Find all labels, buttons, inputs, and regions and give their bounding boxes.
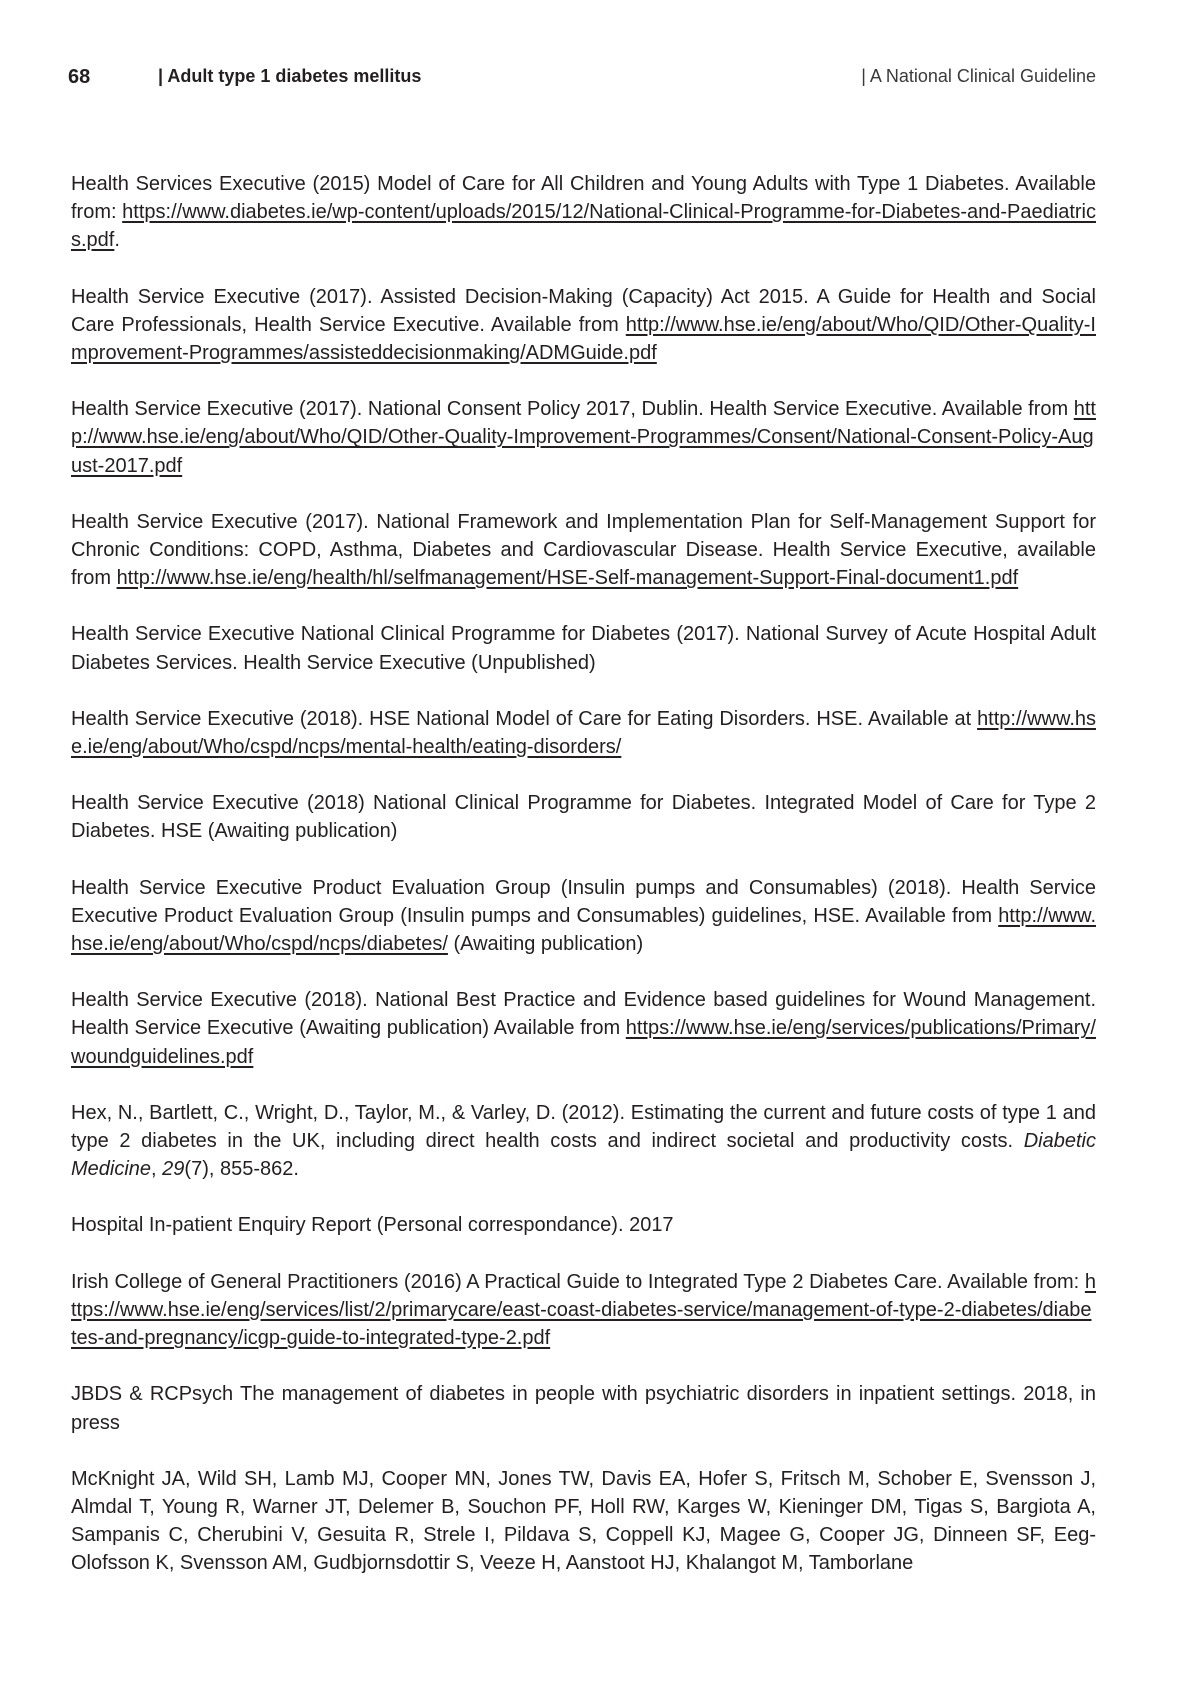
reference-entry: Health Services Executive (2015) Model of Care for All Children and Young Adults with Type 1 Diabetes. Available from: https://www.diabetes.ie/wp-content/uploads/2015/12/National-Clinical-Programme-for-Diabetes-and-Paediatrics.pdf. <box>71 173 1096 252</box>
journal-name: Diabetic Medicine <box>71 1130 1096 1181</box>
journal-volume: 29 <box>162 1158 185 1181</box>
reference-entry: Health Service Executive (2018) National Clinical Programme for Diabetes. Integrated Model of Care for Type 2 Diabetes. HSE (Awaiting publication) <box>71 792 1096 843</box>
reference-entry: McKnight JA, Wild SH, Lamb MJ, Cooper MN, Jones TW, Davis EA, Hofer S, Fritsch M, Schober E, Svensson J, Almdal T, Young R, Warner JT, Delemer B, Souchon PF, Holl RW, Karges W, Kieninger DM, Tigas S, Bargiota A, Sampanis C, Cherubini V, Gesuita R, Strele I, Pildava S, Coppell KJ, Magee G, Cooper JG, Dinneen SF, Eeg-Olofsson K, Svensson AM, Gudbjornsdottir S, Veeze H, Aanstoot HJ, Khalangot M, Tamborlane <box>71 1467 1096 1575</box>
reference-link[interactable]: http://www.hse.ie/eng/health/hl/selfmanagement/HSE-Self-management-Support-Final-document1.pdf <box>116 567 1019 590</box>
reference-entry: Health Service Executive (2017). National Consent Policy 2017, Dublin. Health Service Executive. Available from http://www.hse.ie/eng/about/Who/QID/Other-Quality-Improvement-Programmes/Consent/National-Consent-Policy-August-2017.pdf <box>71 398 1096 477</box>
reference-entry: Hospital In-patient Enquiry Report (Personal correspondance). 2017 <box>71 1214 674 1237</box>
reference-link[interactable]: http://www.hse.ie/eng/about/Who/QID/Other-Quality-Improvement-Programmes/Consent/National-Consent-Policy-August-2017.pdf <box>71 398 1096 477</box>
page-number: 68 <box>68 66 91 88</box>
running-title: | Adult type 1 diabetes mellitus <box>158 66 422 86</box>
guideline-title: | A National Clinical Guideline <box>861 66 1096 86</box>
reference-entry: Irish College of General Practitioners (2016) A Practical Guide to Integrated Type 2 Diabetes Care. Available from: https://www.hse.ie/eng/services/list/2/primarycare/east-coast-diabetes-service/management-of-type-2-diabetes/diabetes-and-pregnancy/icgp-guide-to-integrated-type-2.pdf <box>71 1270 1096 1350</box>
reference-list <box>71 170 1096 1606</box>
reference-entry: Health Service Executive (2018). National Best Practice and Evidence based guidelines for Wound Management. Health Service Executive (Awaiting publication) Available from https://www.hse.ie/eng/services/publications/Primary/woundguidelines.pdf <box>71 989 1096 1068</box>
reference-link[interactable]: http://www.hse.ie/eng/about/Who/cspd/ncps/diabetes/ <box>71 904 1096 956</box>
reference-link[interactable]: https://www.diabetes.ie/wp-content/uploads/2015/12/National-Clinical-Programme-for-Diabetes-and-Paediatrics.pdf <box>71 201 1096 252</box>
reference-entry: Health Service Executive Product Evaluation Group (Insulin pumps and Consumables) (2018). Health Service Executive Product Evaluation Group (Insulin pumps and Consumables) guidelines, HSE. Available from http://www.hse.ie/eng/about/Who/cspd/ncps/diabetes/ (Awaiting publication) <box>71 876 1096 956</box>
reference-entry: Hex, N., Bartlett, C., Wright, D., Taylor, M., & Varley, D. (2012). Estimating the current and future costs of type 1 and type 2 diabetes in the UK, including direct health costs and indirect societal and productivity costs. Diabetic Medicine, 29(7), 855-862. <box>71 1101 1096 1181</box>
reference-link[interactable]: https://www.hse.ie/eng/services/publications/Primary/woundguidelines.pdf <box>71 1017 1096 1068</box>
page-header <box>68 66 1096 94</box>
reference-link[interactable]: http://www.hse.ie/eng/about/Who/cspd/ncps/mental-health/eating-disorders/ <box>71 707 1096 759</box>
reference-link[interactable]: https://www.hse.ie/eng/services/list/2/primarycare/east-coast-diabetes-service/management-of-type-2-diabetes/diabetes-and-pregnancy/icgp-guide-to-integrated-type-2.pdf <box>71 1270 1096 1350</box>
reference-entry: Health Service Executive (2017). National Framework and Implementation Plan for Self-Management Support for Chronic Conditions: COPD, Asthma, Diabetes and Cardiovascular Disease. Health Service Executive, available from http://www.hse.ie/eng/health/hl/selfmanagement/HSE-Self-management-Support-Final-document1.pdf <box>71 510 1096 590</box>
reference-link[interactable]: http://www.hse.ie/eng/about/Who/QID/Other-Quality-Improvement-Programmes/assisteddecisionmaking/ADMGuide.pdf <box>71 313 1096 365</box>
reference-entry: JBDS & RCPsych The management of diabetes in people with psychiatric disorders in inpatient settings. 2018, in press <box>71 1383 1096 1434</box>
reference-entry: Health Service Executive (2018). HSE National Model of Care for Eating Disorders. HSE. Available at http://www.hse.ie/eng/about/Who/cspd/ncps/mental-health/eating-disorders/ <box>71 707 1096 759</box>
reference-entry: Health Service Executive National Clinical Programme for Diabetes (2017). National Survey of Acute Hospital Adult Diabetes Services. Health Service Executive (Unpublished) <box>71 623 1096 674</box>
reference-entry: Health Service Executive (2017). Assisted Decision-Making (Capacity) Act 2015. A Guide for Health and Social Care Professionals, Health Service Executive. Available from http://www.hse.ie/eng/about/Who/QID/Other-Quality-Improvement-Programmes/assisteddecisionmaking/ADMGuide.pdf <box>71 285 1096 365</box>
